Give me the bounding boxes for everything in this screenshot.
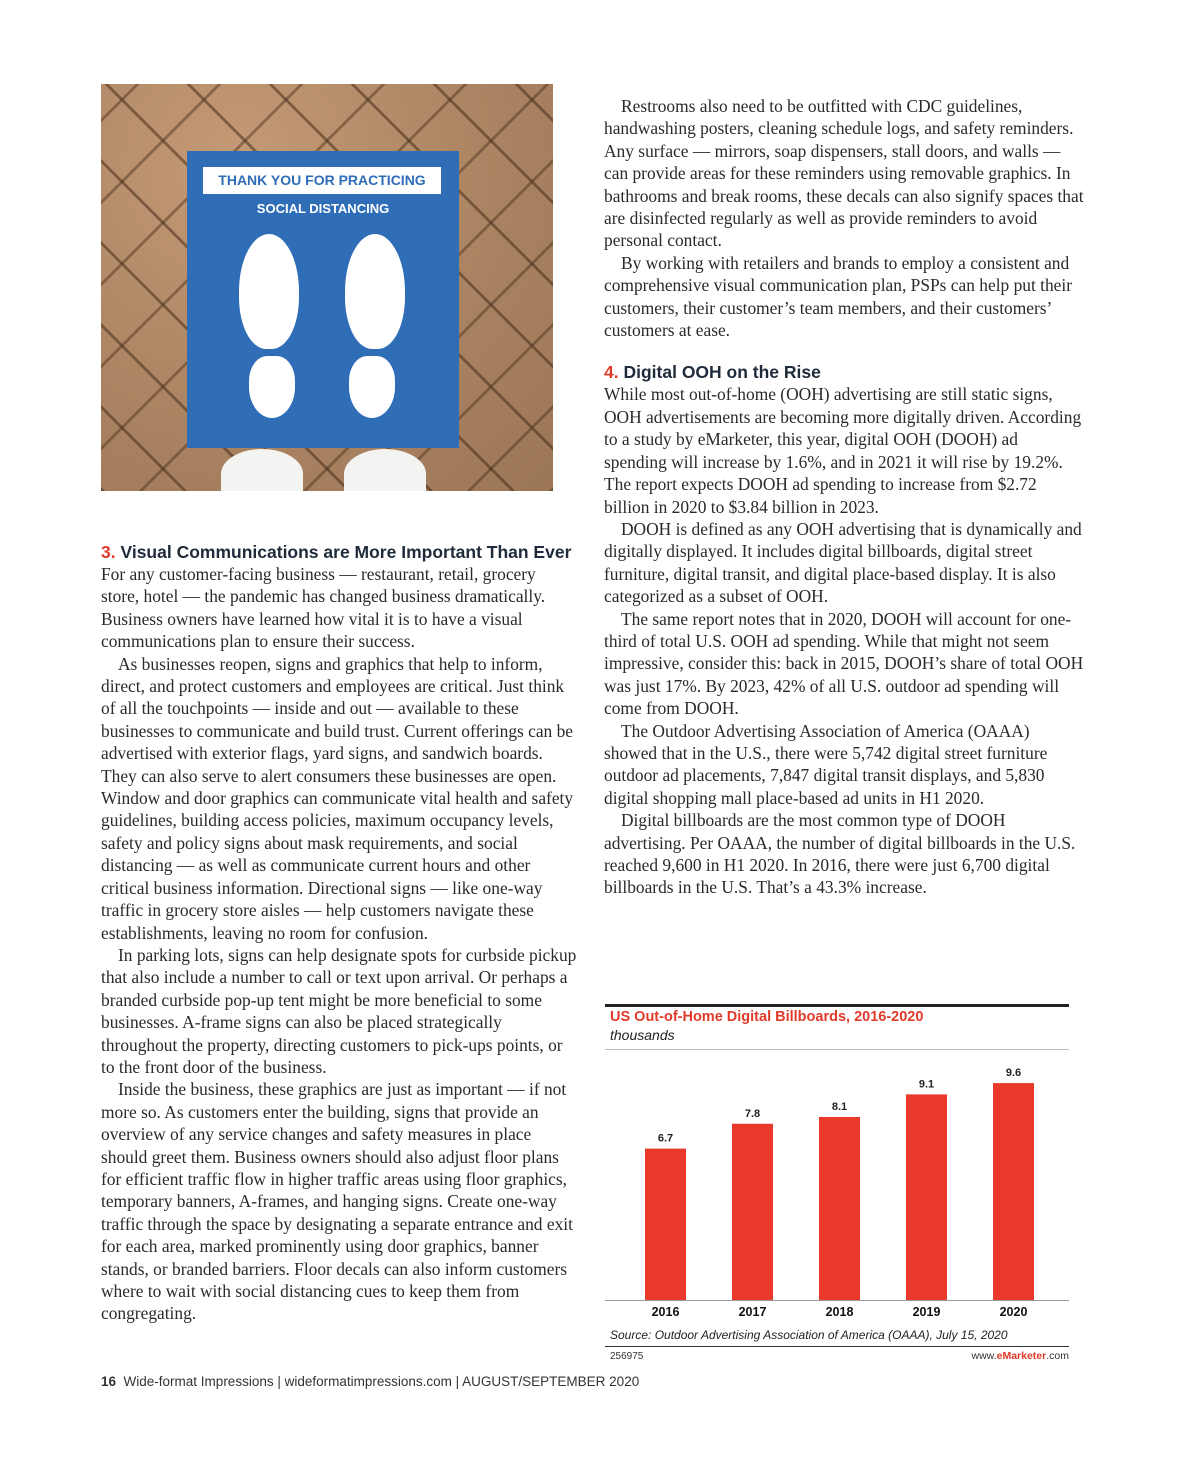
section-4-number: 4. <box>604 362 619 383</box>
paragraph: The Outdoor Advertising Association of America (OAAA) showed that in the U.S., there were 5,742 digital street furniture outdoor ad placements, 7,847 digital transit displays, and 5,830 digital shopping mall place-based ad units in H1 2020. <box>604 720 1048 808</box>
social-distancing-photo <box>101 84 553 491</box>
bar-2020 <box>993 1083 1034 1300</box>
paragraph: The same report notes that in 2020, DOOH will account for one-third of total U.S. OOH ad spending. While that might not seem impressive, consider this: back in 2015, DOOH’s share of total OOH was just 17%. By 2023, 42% of all U.S. outdoor ad spending will come from DOOH. <box>604 608 1084 719</box>
left-footprint-heel-icon <box>249 356 295 418</box>
paragraph: Restrooms also need to be outfitted with CDC guidelines, handwashing posters, cleaning schedule logs, and safety reminders. Any surface — mirrors, soap dispensers, stall doors, and walls — can provide areas for these reminders using removable graphics. In bathrooms and break rooms, these decals can also signify spaces that are disinfected regularly as well as provide reminders to avoid personal contact. <box>604 96 1084 251</box>
paragraph: Inside the business, these graphics are just as important — if not more so. As customers enter the building, signs that provide an overview of any service changes and safety measures in place should greet them. Business owners should also adjust floor plans for efficient traffic flow in higher traffic areas using floor graphics, temporary banners, A-frames, and hanging signs. Create one-way traffic through the space by designating a separate entrance and exit for each area, marked prominently using door graphics, banner stands, or branded barriers. Floor decals can also inform customers where to wait with social distancing cues to keep them from congregating. <box>101 1079 573 1324</box>
paragraph: For any customer-facing business — restaurant, retail, grocery store, hotel — the pandemic has changed business dramatically. Business owners have learned how vital it is to have a visual communications plan to ensure their success. <box>101 564 546 652</box>
floor-decal <box>187 151 459 448</box>
brand-mark: eMarketer <box>996 1350 1047 1362</box>
bar-2017 <box>732 1124 773 1300</box>
section-3-heading <box>101 541 577 563</box>
x-tick-label-2019: 2019 <box>912 1305 941 1319</box>
x-tick-label-2020: 2020 <box>999 1305 1028 1319</box>
x-tick-label-2016: 2016 <box>651 1305 680 1319</box>
bar-2016 <box>645 1149 686 1300</box>
right-footprint-sole-icon <box>345 234 405 349</box>
paragraph: In parking lots, signs can help designate spots for curbside pickup that also include a number to call or text upon arrival. Or perhaps a branded curbside pop-up tent might be more beneficial to some businesses. A-frame signs can also be placed strategically throughout the property, directing customers to pick-ups points, or to the front door of the business. <box>101 944 577 1077</box>
emarketer-logo <box>960 1350 1069 1362</box>
decal-line-2: SOCIAL DISTANCING <box>256 201 390 216</box>
left-footprint-sole-icon <box>239 234 299 349</box>
brand-suffix: .com <box>1046 1350 1069 1362</box>
brand-prefix: www. <box>971 1350 997 1362</box>
paragraph: Digital billboards are the most common type of DOOH advertising. Per OAAA, the number of digital billboards in the U.S. reached 9,600 in H1 2020. In 2016, there were just 6,700 digital billboards in the U.S. That’s a 43.3% increase. <box>604 810 1076 898</box>
data-label-2016: 6.7 <box>657 1132 674 1145</box>
paragraph: As businesses reopen, signs and graphics that help to inform, direct, and protect customers and employees are critical. Just think of all the touchpoints — inside and out — available to these businesses to communicate and build trust. Current offerings can be advertised with exterior flags, yard signs, and sandwich boards. They can also serve to alert consumers these businesses are open. Window and door graphics can communicate vital health and safety guidelines, building access policies, maximum occupancy levels, safety and policy signs about mask requirements, and social distancing — as well as communicate current hours and other critical business information. Directional signs — like one-way traffic in grocery store aisles — help customers navigate these establishments, leaving no room for confusion. <box>101 653 574 943</box>
chart-top-rule <box>605 1004 1069 1007</box>
bar-chart <box>605 1050 1069 1325</box>
data-label-2018: 8.1 <box>831 1100 848 1113</box>
right-column <box>604 95 1084 899</box>
left-sneaker <box>221 449 303 491</box>
right-sneaker <box>344 449 426 491</box>
right-footprint-heel-icon <box>349 356 395 418</box>
bar-2019 <box>906 1094 947 1300</box>
paragraph: DOOH is defined as any OOH advertising that is dynamically and digitally displayed. It includes digital billboards, digital street furniture, digital transit, and digital place-based display. It is also categorized as a subset of OOH. <box>604 518 1082 607</box>
chart-id: 256975 <box>610 1351 644 1362</box>
chart-subtitle: thousands <box>610 1027 675 1043</box>
paragraph: By working with retailers and brands to employ a consistent and comprehensive visual communication plan, PSPs can help put their customers, their customer’s team members, and their customers’ customers at ease. <box>604 252 1073 341</box>
paragraph: While most out-of-home (OOH) advertising are still static signs, OOH advertisements are becoming more digitally driven. According to a study by eMarketer, this year, digital OOH (DOOH) ad spending will increase by 1.6%, and in 2021 it will rise by 19.2%. The report expects DOOH ad spending to increase from $2.72 billion in 2020 to $3.84 billion in 2023. <box>604 384 1082 517</box>
bar-2018 <box>819 1117 860 1300</box>
data-label-2019: 9.1 <box>918 1078 935 1091</box>
page-number: 16 <box>101 1374 117 1389</box>
chart-source: Source: Outdoor Advertising Association of America (OAAA), July 15, 2020 <box>610 1328 1008 1342</box>
page-footer <box>101 1374 639 1389</box>
data-label-2017: 7.8 <box>744 1107 761 1120</box>
footer-text: Wide-format Impressions | wideformatimpressions.com | AUGUST/SEPTEMBER 2020 <box>123 1374 640 1389</box>
x-tick-label-2018: 2018 <box>825 1305 854 1319</box>
x-tick-label-2017: 2017 <box>738 1305 767 1319</box>
left-column <box>101 541 577 1325</box>
section-4-title: Digital OOH on the Rise <box>623 362 821 383</box>
section-4-heading <box>604 361 1084 383</box>
section-3-number: 3. <box>101 542 116 562</box>
section-3-title: Visual Communications are More Important Than Ever <box>120 542 572 562</box>
data-label-2020: 9.6 <box>1005 1067 1022 1080</box>
chart-title: US Out-of-Home Digital Billboards, 2016-2020 <box>610 1009 924 1025</box>
chart-bottom-rule <box>605 1346 1069 1347</box>
decal-line-1: THANK YOU FOR PRACTICING <box>203 167 441 194</box>
